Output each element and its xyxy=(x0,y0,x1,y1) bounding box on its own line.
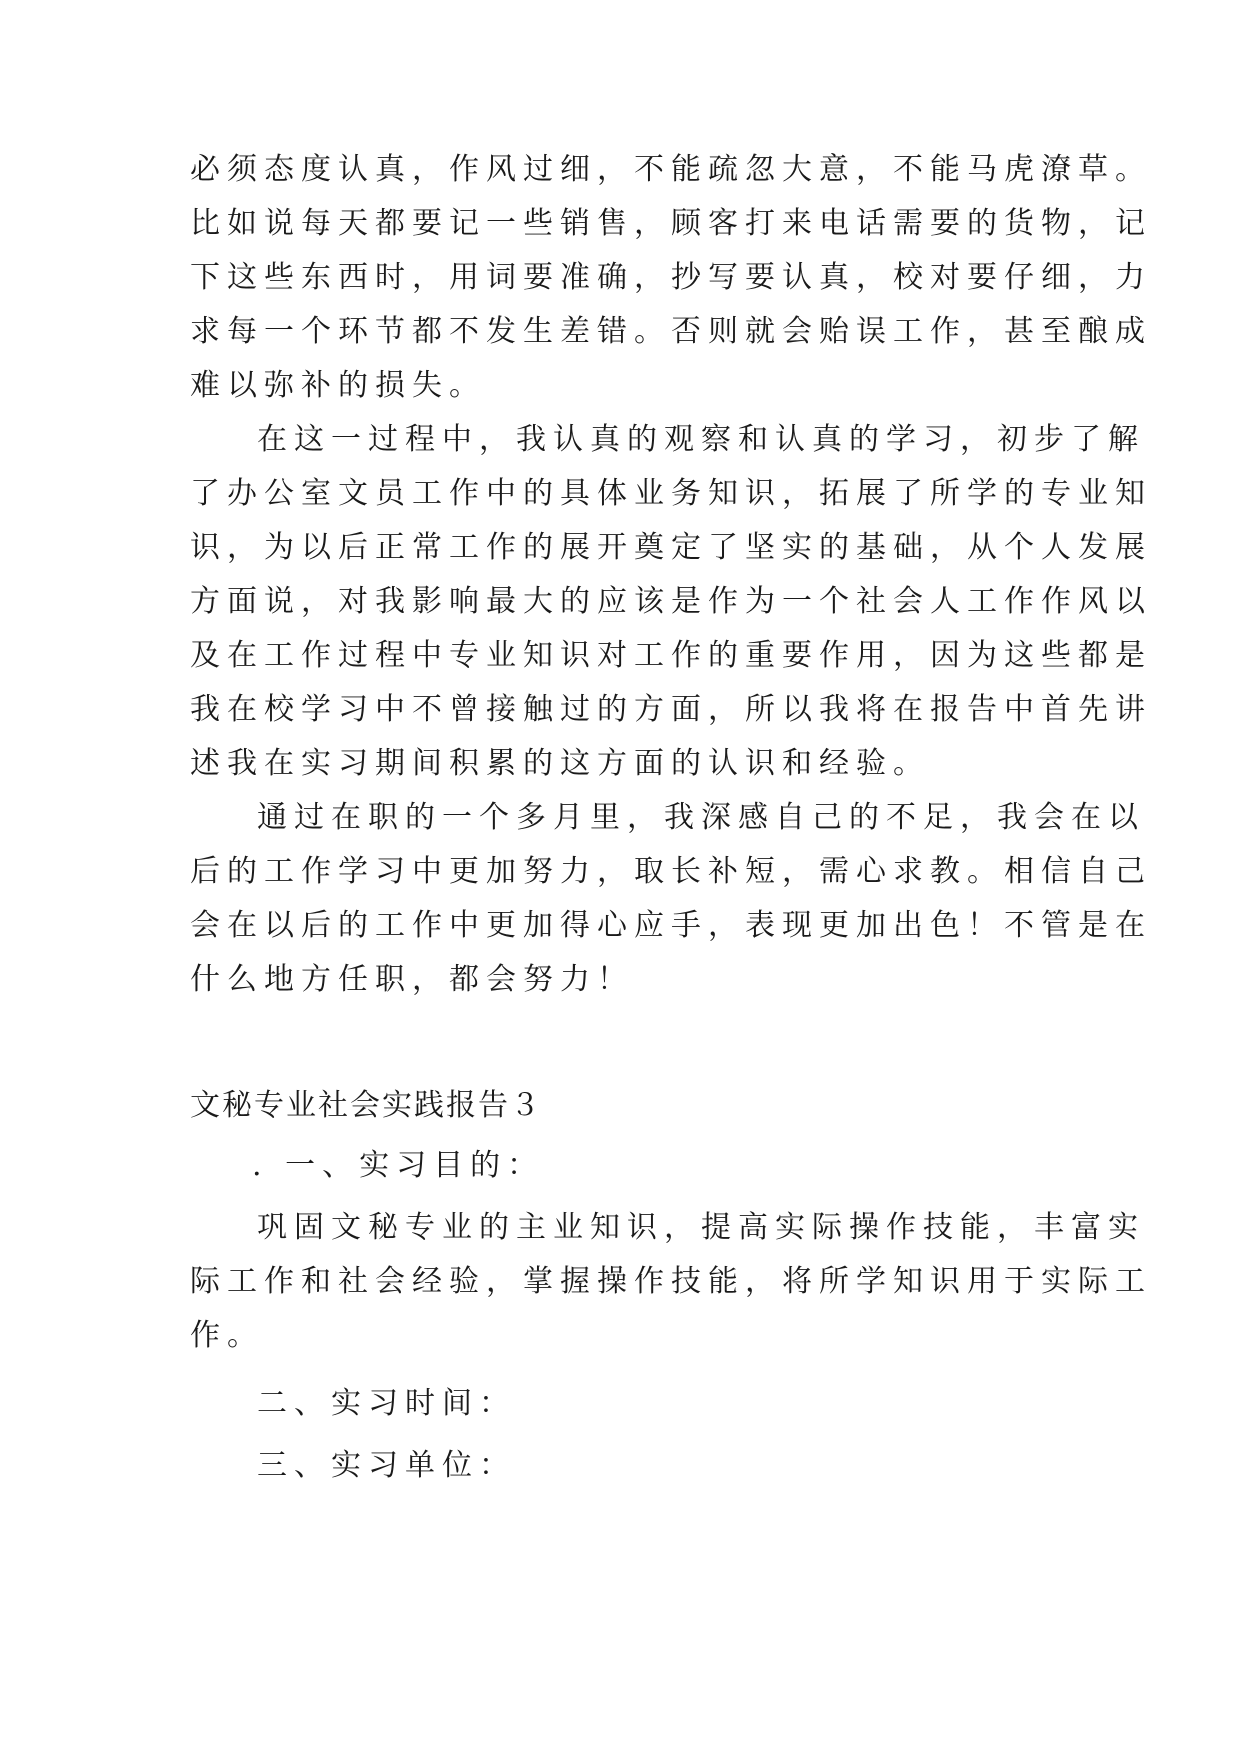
paragraph-line: 我在校学习中不曾接触过的方面，所以我将在报告中首先讲 xyxy=(190,692,1152,727)
section-subheading: 三、实习单位： xyxy=(257,1448,516,1483)
paragraph-line: 在这一过程中，我认真的观察和认真的学习，初步了解 xyxy=(257,422,1145,457)
paragraph-line: 作。 xyxy=(190,1318,264,1353)
section-subheading: 二、实习时间： xyxy=(257,1386,516,1421)
paragraph-line: 方面说，对我影响最大的应该是作为一个社会人工作作风以 xyxy=(190,584,1152,619)
paragraph-line: 际工作和社会经验，掌握操作技能，将所学知识用于实际工 xyxy=(190,1264,1152,1299)
paragraph-line: 必须态度认真，作风过细，不能疏忽大意，不能马虎潦草。 xyxy=(190,152,1152,187)
paragraph-line: 下这些东西时，用词要准确，抄写要认真，校对要仔细，力 xyxy=(190,260,1152,295)
paragraph-line: 什么地方任职，都会努力！ xyxy=(190,962,634,997)
paragraph-line: 及在工作过程中专业知识对工作的重要作用，因为这些都是 xyxy=(190,638,1152,673)
paragraph-line: 会在以后的工作中更加得心应手，表现更加出色！不管是在 xyxy=(190,908,1152,943)
paragraph-line: 了办公室文员工作中的具体业务知识，拓展了所学的专业知 xyxy=(190,476,1152,511)
paragraph-line: 比如说每天都要记一些销售，顾客打来电话需要的货物，记 xyxy=(190,206,1152,241)
section-title: 文秘专业社会实践报告３ xyxy=(190,1088,542,1123)
paragraph-line: 巩固文秘专业的主业知识，提高实际操作技能，丰富实 xyxy=(257,1210,1145,1245)
paragraph-line: 识，为以后正常工作的展开奠定了坚实的基础，从个人发展 xyxy=(190,530,1152,565)
paragraph-line: 后的工作学习中更加努力，取长补短，需心求教。相信自己 xyxy=(190,854,1152,889)
paragraph-line: 求每一个环节都不发生差错。否则就会贻误工作，甚至酿成 xyxy=(190,314,1152,349)
paragraph-line: 述我在实习期间积累的这方面的认识和经验。 xyxy=(190,746,930,781)
paragraph-line: 通过在职的一个多月里，我深感自己的不足，我会在以 xyxy=(257,800,1145,835)
paragraph-line: 难以弥补的损失。 xyxy=(190,368,486,403)
section-subheading: . 一、实习目的： xyxy=(252,1148,545,1183)
